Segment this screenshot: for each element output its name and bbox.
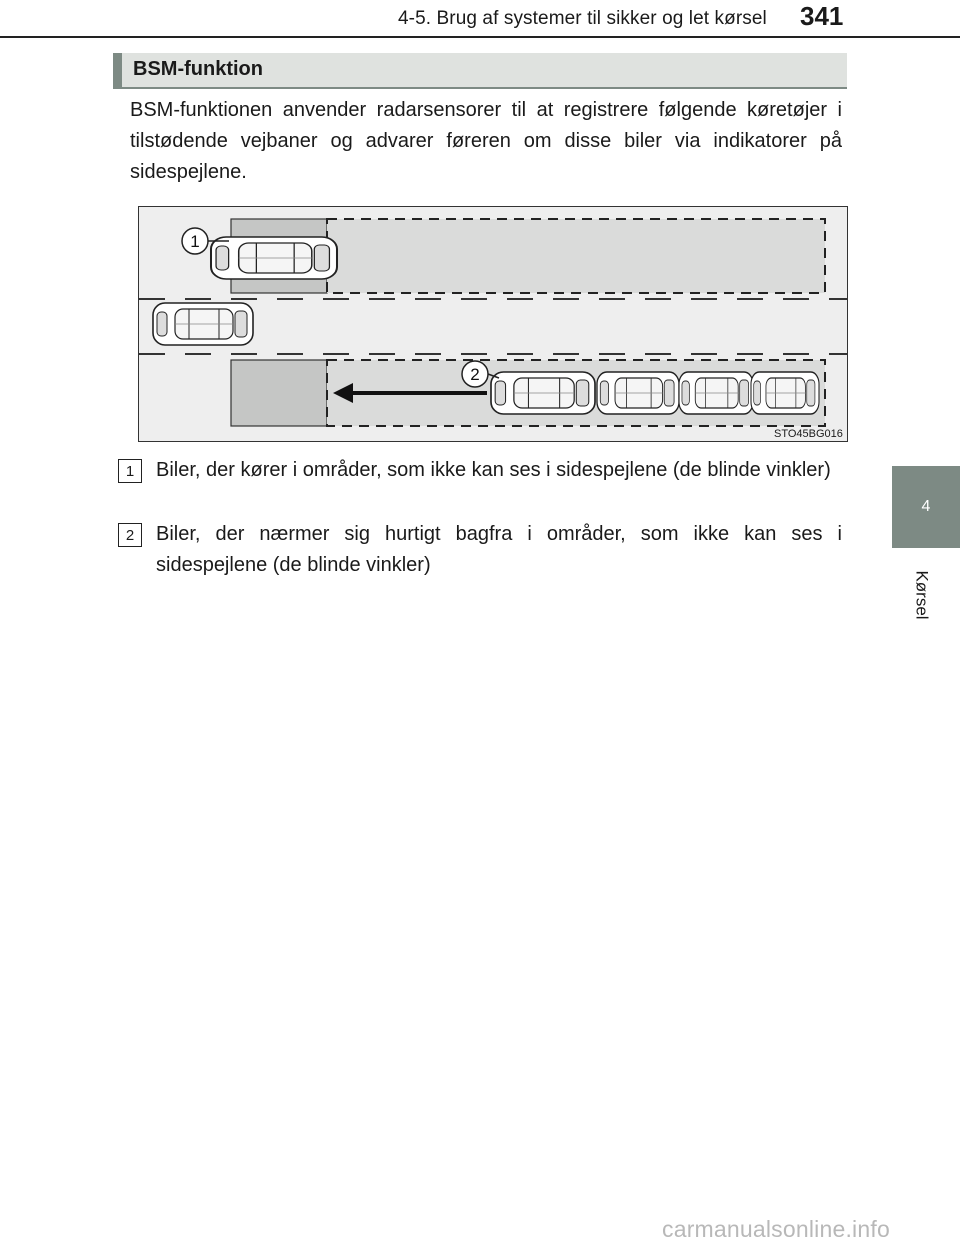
page-number: 341 bbox=[800, 1, 844, 31]
chapter-tab[interactable] bbox=[892, 466, 960, 548]
approaching-car-4 bbox=[751, 372, 819, 414]
callout-1: 1 bbox=[190, 232, 200, 251]
figure-code: STO45BG016 bbox=[774, 428, 843, 440]
blind-spot-car bbox=[211, 237, 337, 279]
bsm-diagram bbox=[139, 207, 847, 441]
section-marker bbox=[113, 53, 122, 89]
header-rule bbox=[0, 36, 960, 38]
callout-2: 2 bbox=[470, 365, 480, 384]
approaching-car-1 bbox=[491, 372, 595, 414]
own-car bbox=[153, 303, 253, 345]
list-marker-1: 1 bbox=[118, 459, 142, 483]
chapter-number: 4 bbox=[921, 498, 931, 515]
page-header bbox=[0, 0, 960, 40]
approaching-car-2 bbox=[597, 372, 679, 414]
intro-paragraph: BSM-funktionen anvender radarsensorer til at registrere følgende køretøjer i tilstødende vejbaner og advarer føreren om disse biler via indikatorer på sidespejlene. bbox=[130, 99, 842, 183]
chapter-label-text: Kørsel bbox=[913, 570, 932, 620]
section-heading bbox=[113, 53, 847, 89]
approaching-car-3 bbox=[679, 372, 753, 414]
bsm-illustration bbox=[138, 206, 848, 442]
section-title: BSM-funktion bbox=[133, 58, 263, 80]
list-text-1: Biler, der kører i områder, som ikke kan ses i sidespejlene (de blinde vinkler) bbox=[156, 459, 831, 481]
watermark-logo: carmanualsonline.info bbox=[662, 1216, 890, 1242]
chapter-label bbox=[902, 560, 942, 630]
header-title: 4-5. Brug af systemer til sikker og let kørsel bbox=[398, 8, 767, 29]
list-marker-2: 2 bbox=[118, 523, 142, 547]
list-text-2: Biler, der nærmer sig hurtigt bagfra i områder, som ikke kan ses i sidespejlene (de blinde vinkler) bbox=[156, 523, 842, 576]
